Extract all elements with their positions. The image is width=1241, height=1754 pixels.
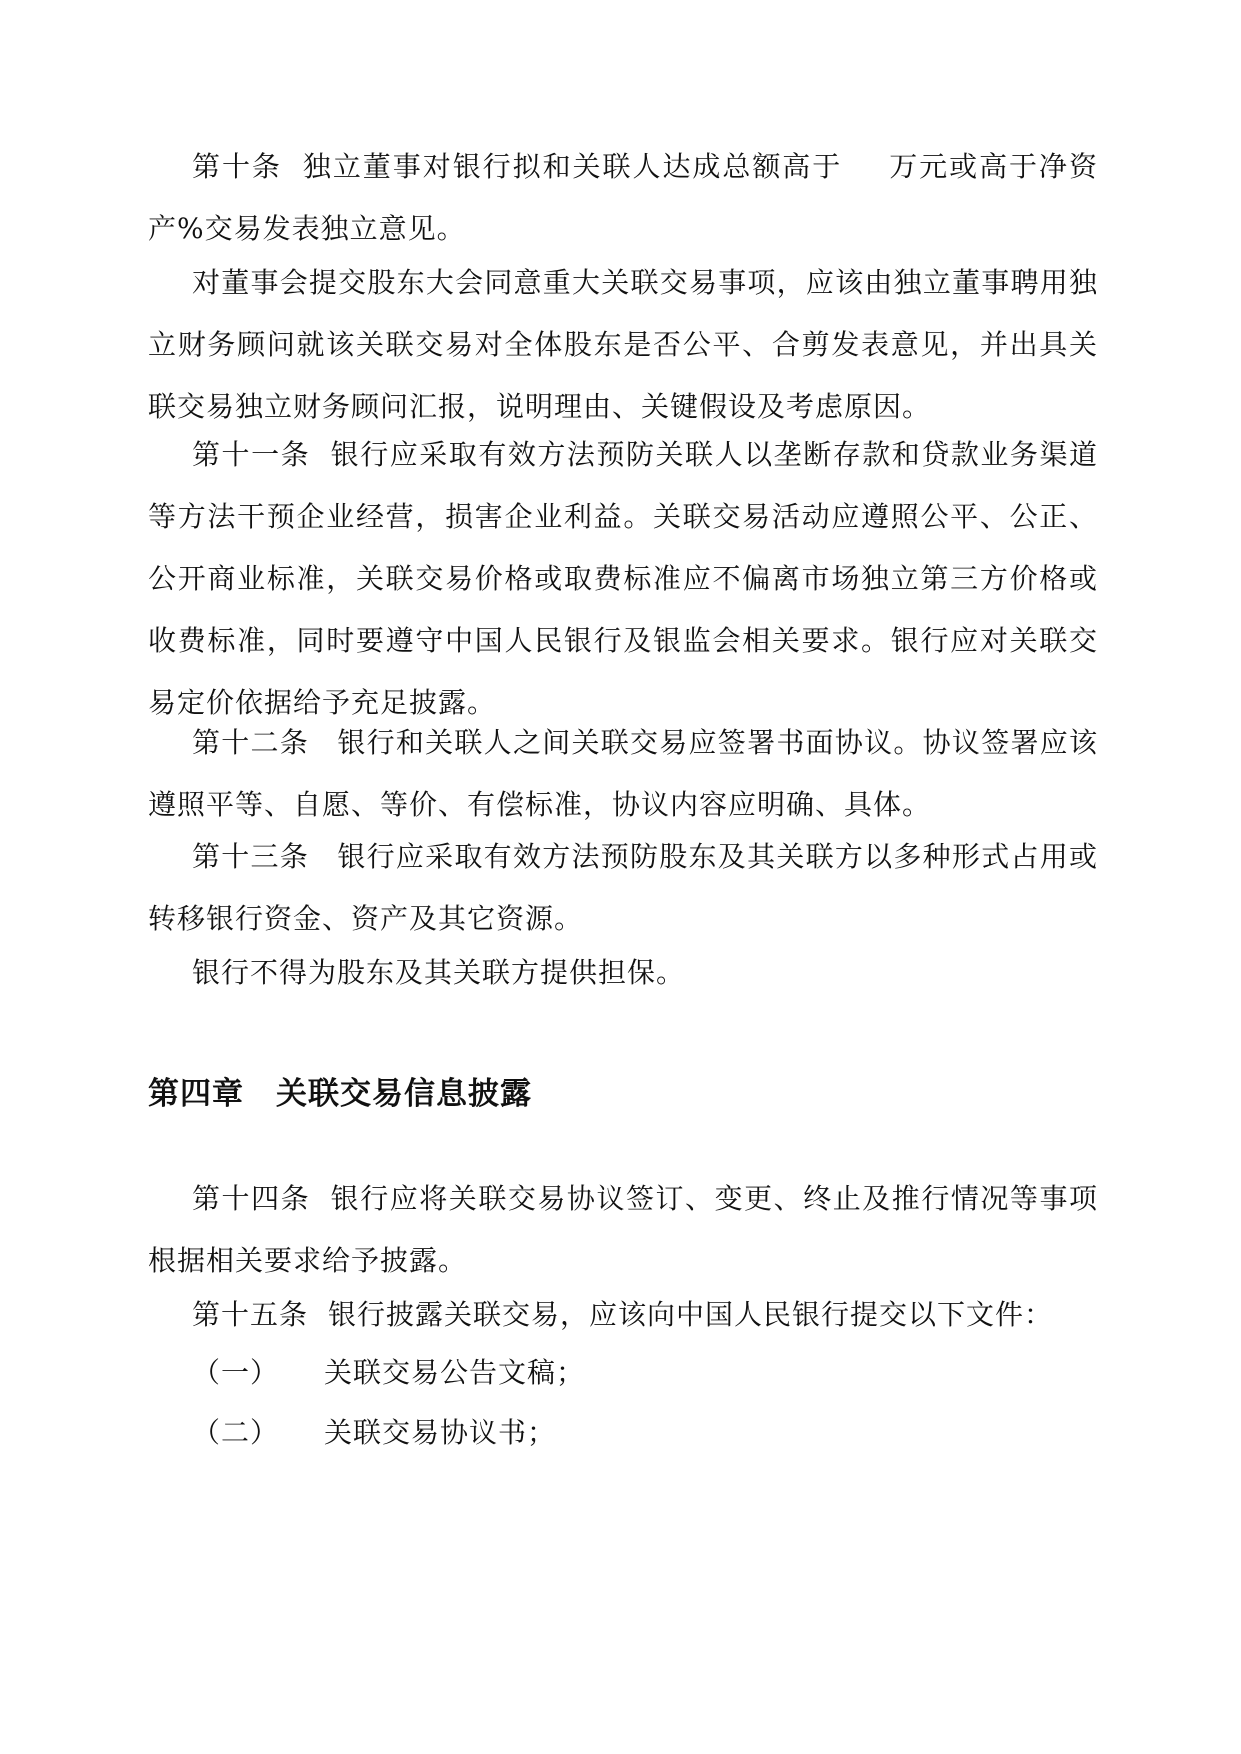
article-13-text: 银行应采取有效方法预防股东及其关联方以多种形式占用或转移银行资金、资产及其它资源。 <box>148 840 1098 935</box>
article-11-text: 银行应采取有效方法预防关联人以垄断存款和贷款业务渠道等方法干预企业经营，损害企业利益。关联交易活动应遵照公平、公正、公开商业标准，关联交易价格或取费标准应不偏离市场独立第三方价格或收费标准，同时要遵守中国人民银行及银监会相关要求。银行应对关联交易定价依据给予充足披露。 <box>148 438 1098 719</box>
article-12-paragraph <box>148 712 1098 836</box>
list-item-text: 关联交易协议书； <box>324 1416 557 1449</box>
list-item-number: （一） <box>192 1356 280 1389</box>
article-10-paragraph-2: 对董事会提交股东大会同意重大关联交易事项，应该由独立董事聘用独立财务顾问就该关联交易对全体股东是否公平、合剪发表意见，并出具关联交易独立财务顾问汇报，说明理由、关键假设及考虑原因。 <box>148 266 1098 423</box>
list-item <box>192 1402 1092 1464</box>
article-14-text: 银行应将关联交易协议签订、变更、终止及推行情况等事项根据相关要求给予披露。 <box>148 1182 1098 1277</box>
article-14-lead: 第十四条 <box>192 1182 311 1215</box>
article-15-paragraph <box>148 1284 1098 1346</box>
list-item <box>192 1342 1092 1404</box>
article-14-paragraph <box>148 1168 1098 1292</box>
article-13-lead: 第十三条 <box>192 840 310 873</box>
chapter-4-heading: 第四章 关联交易信息披露 <box>148 1076 532 1112</box>
list-item-number: （二） <box>192 1416 280 1449</box>
article-10-text-a: 独立董事对银行拟和关联人达成总额高于 <box>301 150 843 183</box>
article-12-text: 银行和关联人之间关联交易应签署书面协议。协议签署应该遵照平等、自愿、等价、有偿标准，协议内容应明确、具体。 <box>148 726 1098 821</box>
article-10-lead: 第十条 <box>192 150 282 183</box>
article-10-text-c: %交易发表独立意见。 <box>177 212 466 245</box>
list-item-text: 关联交易公告文稿； <box>324 1356 586 1389</box>
article-13-paragraph <box>148 826 1098 950</box>
article-13-paragraph-2: 银行不得为股东及其关联方提供担保。 <box>192 956 686 989</box>
article-10-paragraph <box>148 136 1098 260</box>
article-11-lead: 第十一条 <box>192 438 311 471</box>
article-15-lead: 第十五条 <box>192 1298 309 1331</box>
article-11-paragraph <box>148 424 1098 734</box>
article-12-lead: 第十二条 <box>192 726 310 759</box>
article-15-text: 银行披露关联交易，应该向中国人民银行提交以下文件： <box>328 1298 1054 1331</box>
article-10-text-b: 万元或高于净资产 <box>148 150 1098 245</box>
